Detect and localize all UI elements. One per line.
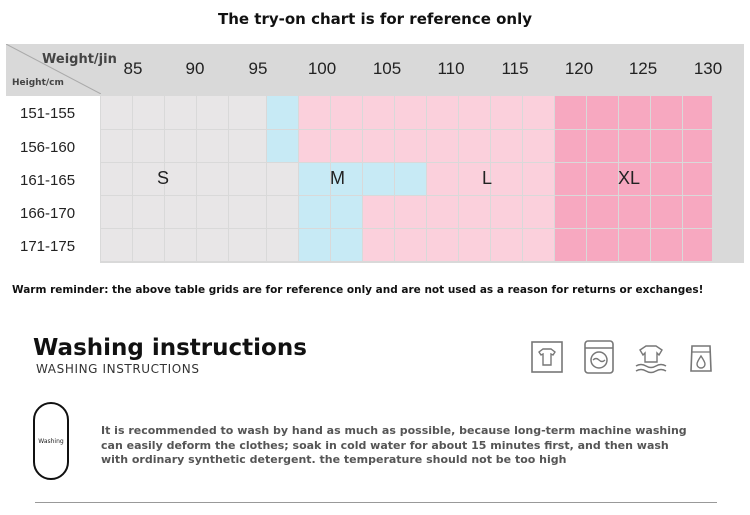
weight-header: 105: [372, 58, 402, 78]
grid-cell: [491, 229, 522, 261]
grid-cell: [229, 163, 266, 195]
grid-cell: [197, 196, 228, 228]
grid-cell: [555, 96, 586, 129]
grid-cell: [587, 96, 618, 129]
grid-cell: [331, 229, 362, 261]
grid-cell: [267, 196, 298, 228]
grid-cell: [165, 96, 196, 129]
grid-cell: [683, 130, 712, 162]
grid-cell: [523, 196, 554, 228]
height-label: 156-160: [6, 130, 100, 164]
grid-cell: [101, 96, 132, 129]
grid-cell: [587, 130, 618, 162]
grid-cell: [395, 96, 426, 129]
bottom-divider: [35, 502, 717, 503]
grid-cell: [491, 96, 522, 129]
grid-cell: [197, 130, 228, 162]
grid-cell: [555, 130, 586, 162]
weight-header: 115: [501, 58, 529, 78]
grid-cell: [651, 130, 682, 162]
height-label: 166-170: [6, 196, 100, 230]
grid-cell: [331, 96, 362, 129]
grid-cell: [683, 96, 712, 129]
grid-cell: [363, 130, 394, 162]
grid-cell: [133, 96, 164, 129]
grid-cell: [427, 229, 458, 261]
grid-cell: [619, 196, 650, 228]
grid-cell: [459, 130, 490, 162]
height-axis-label: Height/cm: [12, 78, 64, 88]
grid-cell: [331, 130, 362, 162]
grid-cell: [299, 130, 330, 162]
dry-clean-icon: [528, 338, 566, 376]
grid-cell: [523, 96, 554, 129]
grid-cell: [651, 96, 682, 129]
grid-cell: [101, 163, 132, 195]
size-label-s: S: [157, 168, 170, 188]
grid-cell: [229, 229, 266, 261]
grid-cell: [363, 196, 394, 228]
weight-header: 85: [123, 58, 143, 78]
weight-header: 90: [185, 58, 205, 78]
grid-cell: [101, 196, 132, 228]
grid-cell: [165, 130, 196, 162]
weight-header: 130: [693, 58, 723, 78]
grid-cell: [395, 163, 426, 195]
grid-cell: [555, 196, 586, 228]
grid-cell: [619, 229, 650, 261]
grid-cell: [267, 130, 298, 162]
grid-cell: [491, 196, 522, 228]
height-label: 151-155: [6, 96, 100, 130]
grid-cell: [619, 130, 650, 162]
grid-cell: [229, 196, 266, 228]
weight-axis-label: Weight/jin: [42, 52, 117, 67]
grid-cell: [331, 196, 362, 228]
grid-cell: [523, 229, 554, 261]
grid-cell: [299, 196, 330, 228]
grid-cell: [229, 96, 266, 129]
grid-cell: [683, 229, 712, 261]
grid-cell: [363, 96, 394, 129]
grid-cell: [427, 130, 458, 162]
grid-cell: [197, 229, 228, 261]
weight-header: 100: [307, 58, 337, 78]
grid-cell: [363, 163, 394, 195]
grid-cell: [523, 163, 554, 195]
grid-cell: [651, 196, 682, 228]
grid-cell: [133, 196, 164, 228]
grid-cell: [165, 229, 196, 261]
grid-cell: [101, 130, 132, 162]
grid-cell: [683, 196, 712, 228]
grid-cell: [133, 130, 164, 162]
grid-cell: [491, 130, 522, 162]
warm-reminder: Warm reminder: the above table grids are for reference only and are not used as a reason for returns or exchanges!: [12, 284, 704, 296]
grid-cell: [363, 229, 394, 261]
grid-cell: [395, 196, 426, 228]
grid-cell: [491, 163, 522, 195]
size-label-l: L: [482, 168, 493, 188]
washing-machine-icon: [580, 338, 618, 376]
grid-cell: [459, 196, 490, 228]
washing-title: Washing instructions: [33, 335, 307, 361]
weight-header: 120: [564, 58, 594, 78]
grid-cell: [165, 163, 196, 195]
grid-cell: [651, 163, 682, 195]
water-temperature-icon: [682, 338, 720, 376]
height-label: 161-165: [6, 163, 100, 197]
weight-header: 125: [628, 58, 658, 78]
grid-cell: [459, 96, 490, 129]
grid-cell: [133, 229, 164, 261]
grid-cell: [165, 196, 196, 228]
grid-cell: [299, 229, 330, 261]
grid-cell: [523, 130, 554, 162]
grid-cell: [555, 229, 586, 261]
grid-cell: [229, 130, 266, 162]
grid-cell: [267, 96, 298, 129]
grid-cell: [267, 163, 298, 195]
grid-cell: [197, 163, 228, 195]
weight-header: 110: [437, 58, 465, 78]
grid-cell: [395, 130, 426, 162]
grid-cell: [459, 229, 490, 261]
grid-cell: [587, 163, 618, 195]
size-table: [6, 44, 744, 263]
weight-header: 95: [248, 58, 268, 78]
grid-cell: [267, 229, 298, 261]
grid-cell: [299, 96, 330, 129]
hand-wash-icon: [632, 338, 670, 376]
grid-cell: [555, 163, 586, 195]
washing-pill-label: Washing: [38, 437, 64, 445]
washing-subtitle: WASHING INSTRUCTIONS: [36, 362, 200, 376]
grid-cell: [587, 229, 618, 261]
grid-cell: [101, 229, 132, 261]
grid-cell: [683, 163, 712, 195]
chart-title: The try-on chart is for reference only: [217, 10, 533, 28]
washing-pill: [33, 402, 69, 480]
size-label-xl: XL: [618, 168, 641, 188]
grid-cell: [299, 163, 330, 195]
grid-cell: [395, 229, 426, 261]
size-label-m: M: [330, 168, 345, 188]
grid-cell: [427, 196, 458, 228]
grid-cell: [427, 96, 458, 129]
washing-description: It is recommended to wash by hand as much as possible, because long-term machine washing can easily deform the clothes; soak in cold water for about 15 minutes first, and then wash with ordinary synthetic detergent. the temperature should not be too high: [101, 424, 687, 466]
grid-cell: [619, 96, 650, 129]
grid-cell: [651, 229, 682, 261]
grid-cell: [197, 96, 228, 129]
grid-cell: [587, 196, 618, 228]
grid-cell: [427, 163, 458, 195]
height-label: 171-175: [6, 229, 100, 263]
